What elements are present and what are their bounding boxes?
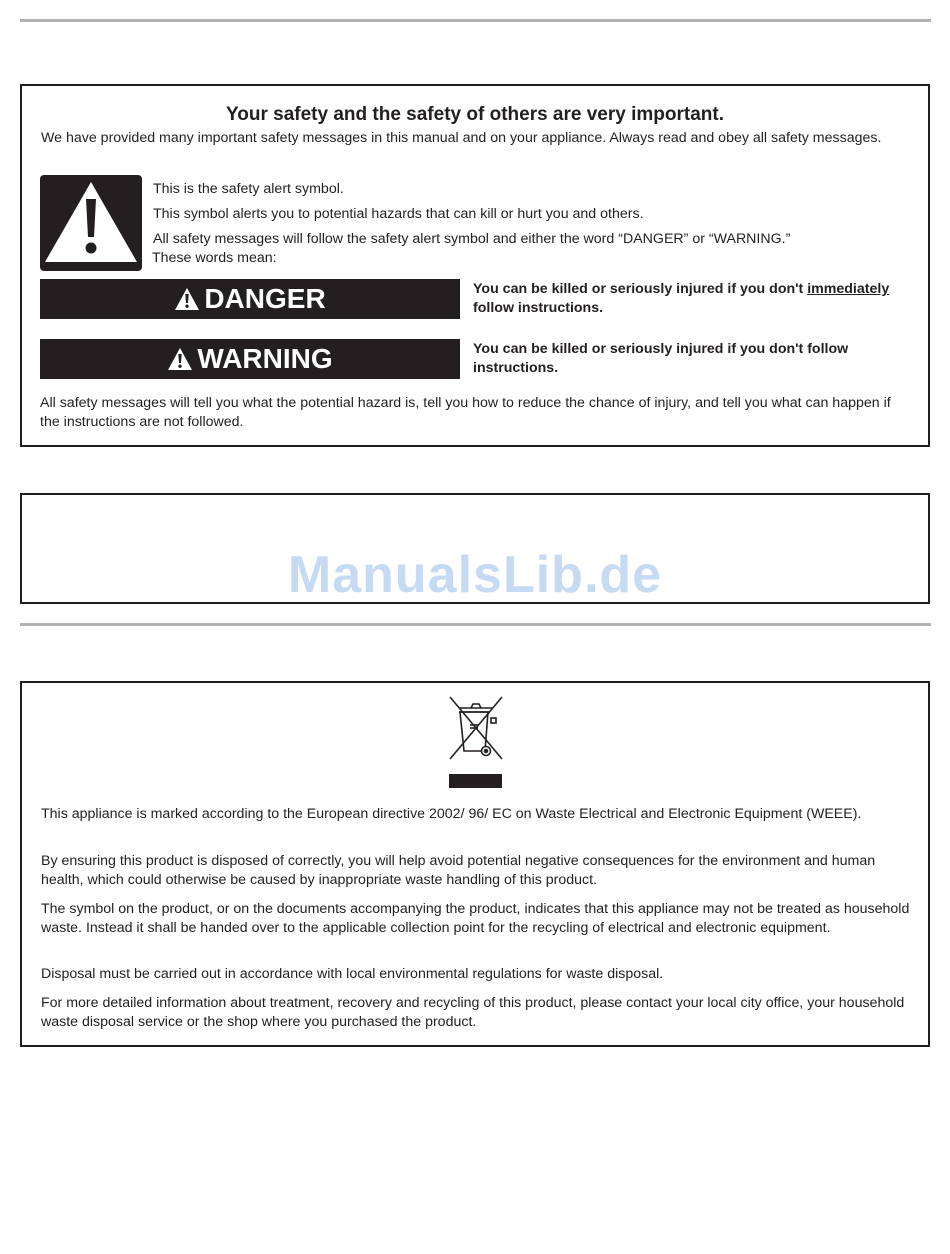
weee-paragraph: By ensuring this product is disposed of correctly, you will help avoid potential negative consequences for the environment and human health, which could otherwise be caused by inappropriate waste handling of this product. [41,853,876,888]
safety-intro-text: We have provided many important safety messages in this manual and on your appliance. Always read and obey all safety messages. [41,130,882,146]
warning-description: You can be killed or seriously injured if you don't follow instructions. [473,341,849,376]
alert-line: All safety messages will follow the safety alert symbol and either the word “DANGER” or “WARNING.” [153,231,791,247]
warning-label: WARNING [197,343,333,374]
watermark-text: ManualsLib.de [287,546,663,604]
danger-signal-bar [40,279,460,319]
weee-paragraph: For more detailed information about treatment, recovery and recycling of this product, please contact your local city office, your household waste disposal service or the shop where you purchased the product. [41,995,905,1030]
alert-line: These words mean: [152,250,277,266]
alert-explanation [153,180,913,268]
warning-triangle-icon [174,287,200,311]
weee-paragraph: The symbol on the product, or on the documents accompanying the product, indicates that this appliance may not be treated as household waste. Instead it shall be handed over to the applicable collection point for the recycling of electrical and electronic equipment. [41,901,910,936]
weee-black-bar [449,774,502,788]
safety-outro-text: All safety messages will tell you what the potential hazard is, tell you how to reduce the chance of injury, and tell you what can happen if the instructions are not followed. [40,395,891,430]
safety-info-box [20,84,930,447]
alert-line: This symbol alerts you to potential hazards that can kill or hurt you and others. [153,206,644,222]
safety-title: Your safety and the safety of others are very important. [225,104,724,125]
alert-line: This is the safety alert symbol. [153,181,344,197]
watermark-box [20,493,930,604]
danger-label: DANGER [204,283,326,314]
top-divider [20,19,931,22]
crossed-out-wheelie-bin-icon [447,695,505,761]
warning-signal-bar [40,339,460,379]
danger-desc-emphasis: immediately [807,281,890,297]
warning-triangle-icon [167,347,193,371]
weee-info-box [20,681,930,1047]
safety-alert-symbol-icon [40,175,142,271]
danger-desc-text-end: follow instructions. [473,300,604,316]
danger-description [473,280,923,318]
middle-divider [20,623,931,626]
weee-paragraph: This appliance is marked according to the European directive 2002/ 96/ EC on Waste Electrical and Electronic Equipment (WEEE). [41,806,862,822]
danger-desc-text: You can be killed or seriously injured if you don't [473,281,808,297]
weee-paragraph: Disposal must be carried out in accordance with local environmental regulations for waste disposal. [41,966,664,982]
